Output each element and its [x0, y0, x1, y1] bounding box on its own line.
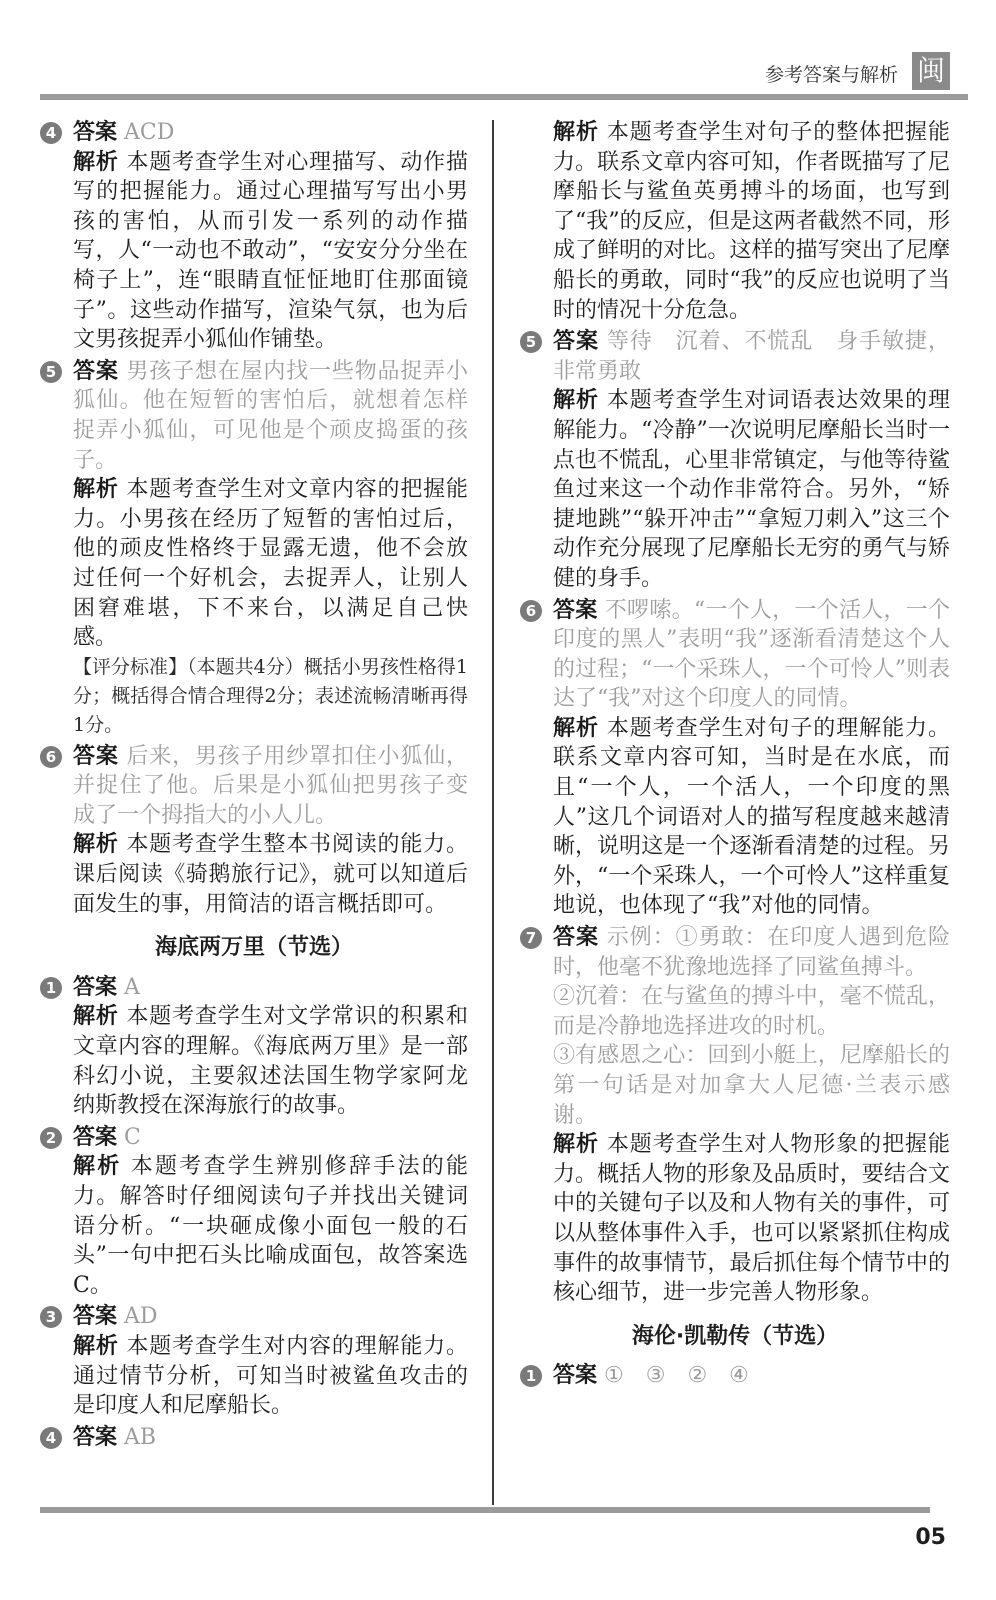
question-item [520, 1361, 950, 1391]
answer-text: 示例：①勇敢：在印度人遇到危险时，他毫不犹豫地选择了同鲨鱼搏斗。 [553, 925, 950, 980]
analysis-label: 解析 [73, 1333, 119, 1359]
answer-text: A [124, 974, 140, 1000]
analysis-text: 本题考查学生对文学常识的积累和文章内容的理解。《海底两万里》是一部科幻小说，主要叙述法国生物学家阿龙纳斯教授在深海旅行的故事。 [73, 1004, 468, 1119]
answer-text: C [124, 1124, 141, 1150]
answer-line [553, 1361, 950, 1391]
answer-line [553, 923, 950, 982]
analysis-line [553, 118, 950, 325]
question-item [40, 973, 468, 1121]
answer-text: AD [124, 1304, 158, 1330]
header-rule [40, 94, 968, 100]
question-item [40, 1302, 468, 1420]
answer-line [73, 1302, 468, 1332]
question-number: 5 [520, 331, 542, 353]
question-item [520, 923, 950, 1308]
question-number: 7 [520, 927, 542, 949]
answer-label: 答案 [73, 120, 118, 145]
answer-label: 答案 [73, 1304, 118, 1330]
question-number: 6 [40, 746, 62, 768]
question-item [40, 1123, 468, 1301]
analysis-label: 解析 [73, 149, 119, 175]
question-item [40, 742, 468, 920]
analysis-text: 本题考查学生整本书阅读的能力。课后阅读《骑鹅旅行记》，就可以知道后面发生的事，用简洁的语言概括即可。 [73, 832, 468, 917]
left-column [40, 118, 468, 1454]
question-item [40, 118, 468, 355]
scoring-note: 【评分标准】（本题共4分）概括小男孩性格得1分；概括得合情合理得2分；表述流畅清晰再得1分。 [73, 655, 468, 736]
analysis-line [553, 1130, 950, 1308]
answer-label: 答案 [73, 743, 119, 769]
answer-line [553, 596, 950, 714]
answer-text: 男孩子想在屋内找一些物品捉弄小狐仙。他在短暂的害怕后，就想着怎样捉弄小狐仙，可见他是个顽皮捣蛋的孩子。 [73, 358, 468, 473]
analysis-text: 本题考查学生对句子的理解能力。联系文章内容可知，当时是在水底，而且“一个人，一个活人，一个印度的黑人”这几个词语对人的描写程度越来越清晰，说明这是一个逐渐看清楚的过程。另外，“一个采珠人，一个可怜人”这样重复地说，也体现了“我”对他的同情。 [553, 715, 950, 919]
analysis-line [73, 1002, 468, 1120]
analysis-text: 本题考查学生对内容的理解能力。通过情节分析，可知当时被鲨鱼攻击的是印度人和尼摩船长。 [73, 1333, 468, 1419]
answer-label: 答案 [553, 597, 598, 623]
page-number: 05 [915, 1525, 946, 1550]
page-header [40, 50, 968, 98]
analysis-line [73, 1152, 468, 1300]
answer-line [73, 118, 468, 148]
answer-line [553, 327, 950, 386]
answer-text: ① ③ ② ④ [604, 1363, 749, 1389]
answer-label: 答案 [553, 329, 599, 355]
answer-text: 不啰嗦。“一个人，一个活人，一个印度的黑人”表明“我”逐渐看清楚这个人的过程；“一个采珠人，一个可怜人”则表达了“我”对这个印度人的同情。 [553, 597, 950, 712]
analysis-label: 解析 [553, 120, 599, 145]
answer-extra: ②沉着：在与鲨鱼的搏斗中，毫不慌乱，而是冷静地选择进攻的时机。 [553, 984, 950, 1039]
analysis-text: 本题考查学生辨别修辞手法的能力。解答时仔细阅读句子并找出关键词语分析。“一块砸成像小面包一般的石头”一句中把石头比喻成面包，故答案选C。 [73, 1154, 468, 1298]
answer-text: AB [124, 1424, 157, 1450]
answer-line [73, 742, 468, 831]
question-item [520, 118, 950, 325]
answer-label: 答案 [73, 1124, 118, 1150]
answer-label: 答案 [73, 1424, 118, 1450]
question-item [520, 596, 950, 922]
analysis-text: 本题考查学生对文章内容的把握能力。小男孩在经历了短暂的害怕过后，他的顽皮性格终于显露无遗，他不会放过任何一个好机会，去捉弄人，让别人困窘难堪，下不来台，以满足自己快感。 [73, 477, 468, 651]
question-number: 3 [40, 1306, 62, 1328]
question-number: 1 [520, 1365, 542, 1387]
answer-line [73, 973, 468, 1003]
answer-line [73, 1123, 468, 1153]
analysis-text: 本题考查学生对人物形象的把握能力。概括人物的形象及品质时，要结合文中的关键句子以及和人物有关的事件，可以从整体事件入手，也可以紧紧抓住构成事件的故事情节，最后抓住每个情节中的核心细节，进一步完善人物形象。 [553, 1132, 950, 1306]
right-column [520, 118, 950, 1393]
analysis-line [553, 714, 950, 921]
question-item [520, 327, 950, 593]
analysis-text: 本题考查学生对句子的整体把握能力。联系文章内容可知，作者既描写了尼摩船长与鲨鱼英勇搏斗的场面，也写到了“我”的反应，但是这两者截然不同，形成了鲜明的对比。这样的描写突出了尼摩船长的勇敢，同时“我”的反应也说明了当时的情况十分危急。 [553, 120, 950, 323]
question-item [40, 357, 468, 740]
answer-text: 后来，男孩子用纱罩扣住小狐仙，并捉住了他。后果是小狐仙把男孩子变成了一个拇指大的小人儿。 [73, 743, 468, 828]
section-title: 海底两万里（节选） [154, 935, 353, 961]
analysis-text: 本题考查学生对心理描写、动作描写的把握能力。通过心理描写写出小男孩的害怕，从而引发一系列的动作描写，人“一动也不敢动”，“安安分分坐在椅子上”，连“眼睛直怔怔地盯住那面镜子”。这些动作描写，渲染气氛，也为后文男孩捉弄小狐仙作铺垫。 [73, 149, 468, 353]
analysis-label: 解析 [553, 715, 599, 741]
answer-line [73, 357, 468, 475]
header-badge: 闽 [912, 52, 950, 90]
answer-label: 答案 [553, 925, 599, 951]
question-number: 5 [40, 361, 62, 383]
analysis-text: 本题考查学生对词语表达效果的理解能力。“冷静”一次说明尼摩船长当时一点也不慌乱，心里非常镇定，与他等待鲨鱼过来这一个动作非常符合。另外，“矫捷地跳”“躲开冲击”“拿短刀刺入”这三个动作充分展现了尼摩船长无穷的勇气与矫健的身手。 [553, 388, 950, 591]
analysis-line [553, 386, 950, 593]
analysis-line [73, 1332, 468, 1421]
analysis-line [73, 148, 468, 355]
question-number: 2 [40, 1127, 62, 1149]
section-title: 海伦·凯勒传（节选） [631, 1323, 839, 1349]
column-divider [492, 120, 494, 1505]
question-item [40, 1423, 468, 1453]
answer-line [73, 1423, 468, 1453]
analysis-line [73, 830, 468, 919]
question-number: 4 [40, 1427, 62, 1449]
answer-label: 答案 [73, 358, 119, 384]
question-number: 1 [40, 977, 62, 999]
answer-extra: ③有感恩之心：回到小艇上，尼摩船长的第一句话是对加拿大人尼德·兰表示感谢。 [553, 1043, 950, 1128]
analysis-label: 解析 [73, 1154, 122, 1180]
analysis-line [73, 475, 468, 653]
analysis-label: 解析 [553, 388, 599, 414]
answer-label: 答案 [553, 1363, 598, 1389]
header-title: 参考答案与解析 [764, 64, 898, 86]
answer-text: ACD [124, 120, 175, 145]
question-number: 4 [40, 122, 62, 144]
analysis-label: 解析 [73, 1004, 119, 1030]
analysis-label: 解析 [73, 477, 119, 503]
question-number: 6 [520, 600, 542, 622]
answer-label: 答案 [73, 974, 118, 1000]
analysis-label: 解析 [553, 1132, 599, 1158]
footer-rule [40, 1507, 930, 1513]
analysis-label: 解析 [73, 832, 119, 858]
answer-text: 等待 沉着、不慌乱 身手敏捷，非常勇敢 [553, 329, 950, 384]
